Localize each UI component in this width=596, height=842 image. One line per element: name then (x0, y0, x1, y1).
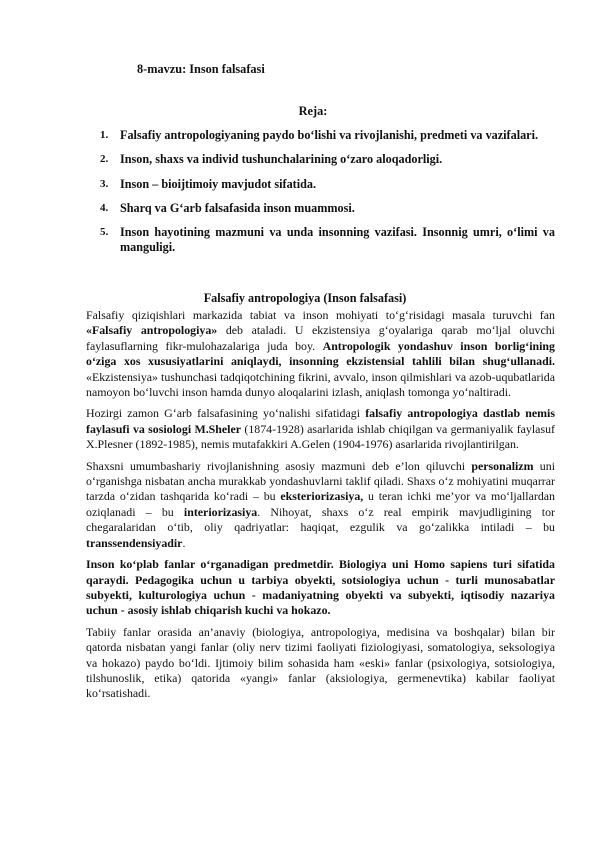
plan-item-number: 4. (100, 201, 109, 214)
plan-item-text: Falsafiy antropologiyaning paydo bo‘lishi va rivojlanishi, predmeti va vazifalari. (120, 128, 539, 142)
paragraph (86, 406, 555, 452)
plan-item-number: 1. (100, 129, 109, 141)
paragraph (86, 308, 555, 400)
plan-item-text: Inson – bioijtimoiy mavjudot sifatida. (120, 176, 317, 191)
bold-term: interiorizasiya (183, 504, 258, 519)
bold-term: «Falsafiy antropologiya» (86, 323, 218, 338)
plan-item (100, 177, 555, 192)
section-heading: Falsafiy antropologiya (Inson falsafasi) (203, 291, 407, 305)
text-run: deb ataladi. U ekzistensiya g‘oyalariga qarab mo‘ljal oluvchi faylasuflarning fikr-mulohazalariga juda boy. (86, 323, 555, 353)
plan-item-number: 2. (100, 153, 109, 166)
plan-item (100, 225, 555, 256)
plan-item-text: Sharq va G‘arb falsafasida inson muammosi. (120, 200, 355, 215)
paragraph: Tabiiy fanlar orasida an’anaviy (biologiya, antropologiya, medisina va boshqalar) bilan bir qatorda nisbatan yangi fanlar (oliy nerv tizimi faoliyati fiziologiyasi, somatologiya, seksologiya va hokazo) paydo bo‘ldi. Ijtimoiy bilim sohasida ham «eski» fanlar (psixologiya, sotsiologiya, tilshunoslik, etika) qatorida «yangi» fanlar (aksiologiya, germenevtika) kabilar faoliyat ko‘rsatishadi. (86, 624, 555, 701)
text-run: . Nihoyat, shaxs o‘z real empirik mavjudligining tor chegaralaridan o‘tib, oliy qadriyatlar: haqiqat, ezgulik va go‘zalikka intiladi – bu (86, 504, 556, 535)
text-run: uni o‘rganishga nisbatan ancha murakkab yondashuvlarni taklif qiladi. Shaxs o‘z mohiyatini muqarrar tarzda o‘zidan tashqarida ko‘radi – bu (86, 458, 555, 504)
bold-term: transsendensiyadir (86, 535, 183, 550)
text-run: Falsafiy qiziqishlari markazida tabiat va inson mohiyati to‘g‘risidagi masala turuvchi fan (86, 308, 555, 322)
plan-item (100, 128, 555, 143)
topic-title: 8-mavzu: Inson falsafasi (137, 62, 265, 76)
plan-item-number: 5. (100, 226, 109, 239)
text-run: u teran ichki me’yor va mo‘ljallardan oziqlanadi – bu (86, 489, 555, 519)
plan-item-text: Inson, shaxs va individ tushunchalarining o‘zaro aloqadorligi. (120, 152, 443, 167)
bold-statement: falsafiy antropologiya dastlab nemis faylasufi va sosiologi M.Sheler (86, 406, 555, 436)
plan-item-text: Inson hayotining mazmuni va unda insonning vazifasi. Insonnig umri, o‘limi va manguligi. (120, 225, 555, 255)
paragraph (86, 459, 555, 551)
text-run: Hozirgi zamon G‘arb falsafasining yo‘nalishi sifatidagi (86, 406, 366, 421)
text-run: Shaxsni umumbashariy rivojlanishning asosiy mazmuni deb e’lon qiluvchi (86, 458, 472, 473)
plan-list (100, 128, 555, 265)
paragraph (86, 557, 555, 619)
text-run: «Ekzistensiya» tushunchasi tadqiqotchining fikrini, avvalo, inson qilmishlari va azob-uqubatlarida namoyon bo‘luvchi inson hamda dunyo aloqalarini izlash, aniqlash tomonga yo‘naltiradi. (86, 369, 555, 400)
bold-paragraph-text: Inson ko‘plab fanlar o‘rganadigan predmetdir. Biologiya uni Homo sapiens turi sifatida qaraydi. Pedagogika uchun u tarbiya obyekti, sotsiologiya uchun - turli munosabatlar subyekti, kulturologiya uchun - madaniyatning obyekti va subyekti, iqtisodiy nazariya uchun - asosiy ishlab chiqarish kuchi va hokazo. (86, 557, 555, 618)
bold-statement: Antropologik yondashuv inson borlig‘ining o‘ziga xos xususiyatlarini aniqlaydi, insonning ekzistensial tahlili bilan shug‘ullanadi. (86, 338, 555, 369)
bold-term: personalizm (471, 458, 534, 473)
plan-heading: Reja: (298, 104, 328, 118)
bold-term: eksteriorizasiya, (280, 489, 364, 504)
plan-item (100, 152, 555, 167)
text-run: (1874-1928) asarlarida ishlab chiqilgan va germaniyalik faylasuf X.Plesner (1892-1985), nemis mutafakkiri A.Gelen (1904-1976) asarlarida rivojlantirilgan. (86, 421, 555, 452)
body-text (86, 308, 555, 708)
plan-item-number: 3. (100, 177, 109, 190)
plan-item (100, 201, 555, 216)
text-run: . (182, 535, 186, 550)
